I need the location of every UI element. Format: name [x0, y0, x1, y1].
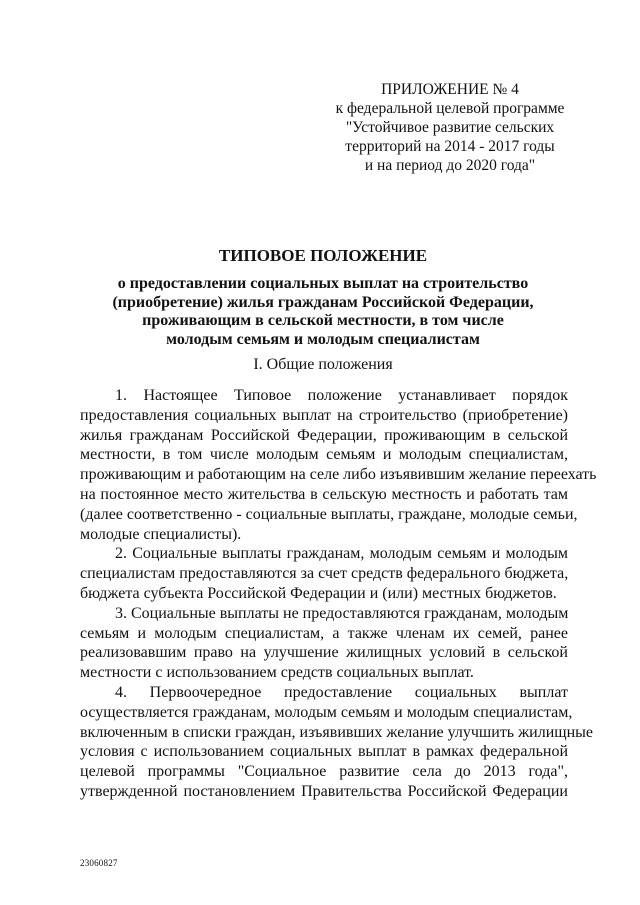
appendix-line: и на период до 2020 года" — [364, 157, 536, 174]
text-line: местности, в том числе молодым семьям и молодым специалистам, — [80, 446, 568, 464]
document-subtitle — [80, 275, 566, 349]
paragraph-2 — [80, 544, 568, 603]
text-line: 3. Социальные выплаты не предоставляются гражданам, молодым — [115, 604, 569, 622]
appendix-line: "Устойчивое развитие сельских — [345, 119, 555, 136]
subtitle-line: (приобретение) жилья гражданам Российской Федерации, — [112, 293, 534, 311]
text-line: 2. Социальные выплаты гражданам, молодым семьям и молодым — [115, 545, 568, 563]
text-line: предоставления социальных выплат на строительство (приобретение) — [80, 406, 568, 424]
appendix-line: к федеральной целевой программе — [335, 100, 565, 117]
text-line: условия с использованием социальных выплат в рамках федеральной — [80, 743, 568, 761]
appendix-line: территорий на 2014 - 2017 годы — [345, 138, 555, 155]
paragraph-4 — [80, 683, 593, 802]
paragraph-1 — [80, 386, 597, 544]
text-line: включенным в списки граждан, изъявивших желание улучшить жилищные — [80, 723, 593, 741]
text-line: местности с использованием средств социальных выплат. — [80, 664, 474, 682]
document-title-block — [80, 246, 566, 349]
subtitle-line: проживающим в сельской местности, в том числе — [142, 312, 504, 329]
appendix-header — [330, 80, 570, 175]
text-line: бюджета субъекта Российской Федерации и (или) местных бюджетов. — [80, 584, 557, 602]
document-body — [80, 386, 597, 802]
text-line: осуществляется гражданам, молодым семьям и молодым специалистам, — [80, 703, 573, 721]
appendix-line: ПРИЛОЖЕНИЕ № 4 — [381, 81, 519, 98]
text-line: проживающим и работающим на селе либо изъявившим желание переехать — [80, 466, 597, 484]
text-line: семьям и молодым специалистам, а также членам их семей, ранее — [80, 624, 568, 642]
text-line: на постоянное место жительства в сельскую местность и работать там — [80, 485, 568, 503]
text-line: утвержденной постановлением Правительства Российской Федерации — [80, 782, 568, 800]
text-line: целевой программы "Социальное развитие села до 2013 года", — [80, 763, 568, 781]
text-line: 4. Первоочередное предоставление социальных выплат — [115, 683, 568, 701]
document-code: 23060827 — [80, 858, 118, 868]
document-title: ТИПОВОЕ ПОЛОЖЕНИЕ — [218, 246, 428, 265]
subtitle-line: молодым семьям и молодым специалистам — [166, 330, 480, 348]
section-heading: I. Общие положения — [253, 356, 393, 373]
text-line: специалистам предоставляются за счет средств федерального бюджета, — [80, 565, 569, 583]
text-line: реализовавшим право на улучшение жилищных условий в сельской — [80, 644, 568, 662]
text-line: 1. Настоящее Типовое положение устанавливает порядок — [115, 387, 568, 404]
text-line: молодые специалисты). — [80, 525, 242, 543]
subtitle-line: о предоставлении социальных выплат на строительство — [117, 275, 529, 292]
paragraph-3 — [80, 604, 568, 683]
text-line: (далее соответственно - социальные выплаты, граждане, молодые семьи, — [80, 505, 578, 523]
text-line: жилья гражданам Российской Федерации, проживающим в сельской — [80, 426, 568, 444]
